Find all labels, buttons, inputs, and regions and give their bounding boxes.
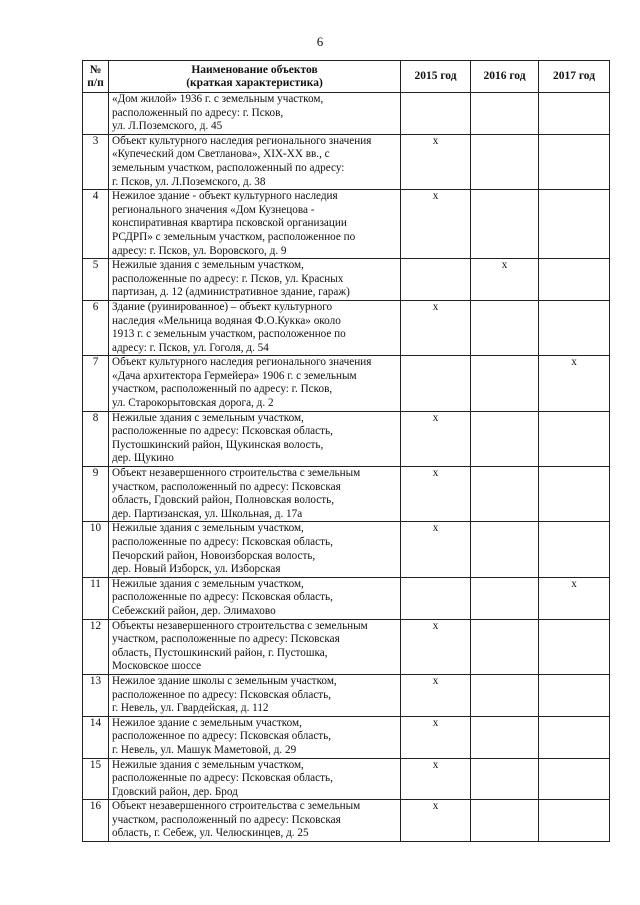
row-number: 3	[83, 134, 109, 189]
mark-2015: х	[401, 674, 471, 716]
row-number: 4	[83, 190, 109, 259]
mark-2015: х	[401, 467, 471, 522]
mark-2017	[539, 674, 610, 716]
header-object-name-line1: Наименование объектов	[191, 63, 318, 76]
description-line: Нежилые здания с земельным участком,	[112, 411, 304, 424]
description-line: Московское шоссе	[112, 660, 202, 673]
object-description	[109, 522, 401, 577]
description-line: участком, расположенный по адресу: Псковская	[112, 813, 341, 826]
description-line: Объект культурного наследия регионального значения	[112, 134, 372, 147]
row-number: 12	[83, 619, 109, 674]
mark-2017	[539, 190, 610, 259]
table-row	[83, 93, 610, 135]
description-line: Нежилые здания с земельным участком,	[112, 577, 304, 590]
object-description	[109, 134, 401, 189]
table-row	[83, 134, 610, 189]
mark-2015	[401, 93, 471, 135]
description-line: расположенное по адресу: Псковская область,	[112, 688, 332, 701]
mark-2017: х	[539, 577, 610, 619]
description-line: РСДРП» с земельным участком, расположенное по	[112, 230, 356, 243]
table-row	[83, 577, 610, 619]
table-row	[83, 800, 610, 842]
description-line: дер. Щукино	[112, 452, 174, 465]
row-number: 7	[83, 356, 109, 411]
object-description	[109, 93, 401, 135]
table-row	[83, 716, 610, 758]
description-line: Объекты незавершенного строительства с земельным	[112, 619, 368, 632]
objects-table	[82, 60, 610, 842]
mark-2017	[539, 467, 610, 522]
mark-2016	[471, 800, 539, 842]
description-line: область, г. Себеж, ул. Челюскинцев, д. 25	[112, 827, 309, 840]
description-line: Объект незавершенного строительства с земельным	[112, 467, 361, 480]
mark-2015: х	[401, 800, 471, 842]
mark-2016	[471, 716, 539, 758]
description-line: Нежилое здание с земельным участком,	[112, 716, 302, 729]
mark-2017	[539, 758, 610, 800]
row-number: 5	[83, 259, 109, 301]
row-number: 11	[83, 577, 109, 619]
description-line: ул. Л.Поземского, д. 45	[112, 120, 223, 133]
description-line: 1913 г. с земельным участком, расположенное по	[112, 328, 346, 341]
mark-2015: х	[401, 758, 471, 800]
mark-2016	[471, 300, 539, 355]
description-line: «Дача архитектора Гермейера» 1906 г. с земельным	[112, 369, 357, 382]
description-line: земельным участком, расположенный по адресу:	[112, 161, 345, 174]
description-line: Печорский район, Новоизборская волость,	[112, 549, 316, 562]
row-number: 8	[83, 411, 109, 466]
description-line: г. Псков, ул. Л.Поземского, д. 38	[112, 175, 266, 188]
object-description	[109, 716, 401, 758]
mark-2017	[539, 411, 610, 466]
header-object-name-line2: (краткая характеристика)	[186, 76, 323, 89]
description-line: Нежилое здание школы с земельным участком,	[112, 674, 337, 687]
description-line: Пустошкинский район, Щукинская волость,	[112, 438, 324, 451]
row-number: 14	[83, 716, 109, 758]
object-description	[109, 674, 401, 716]
description-line: Объект незавершенного строительства с земельным	[112, 800, 361, 813]
description-line: адресу: г. Псков, ул. Гоголя, д. 54	[112, 341, 269, 354]
page-number: 6	[316, 34, 324, 49]
row-number: 16	[83, 800, 109, 842]
mark-2016	[471, 522, 539, 577]
object-description	[109, 619, 401, 674]
table-row	[83, 259, 610, 301]
mark-2017	[539, 800, 610, 842]
mark-2016	[471, 190, 539, 259]
mark-2017	[539, 134, 610, 189]
description-line: расположенный по адресу: г. Псков,	[112, 106, 284, 119]
object-description	[109, 577, 401, 619]
description-line: Нежилые здания с земельным участком,	[112, 259, 304, 272]
description-line: Нежилое здание - объект культурного наследия	[112, 190, 338, 203]
mark-2015: х	[401, 411, 471, 466]
description-line: Себежский район, дер. Элимахово	[112, 604, 276, 617]
header-year-2017: 2017 год	[539, 61, 610, 93]
description-line: участком, расположенный по адресу: г. Псков,	[112, 383, 333, 396]
object-description	[109, 190, 401, 259]
header-year-2016: 2016 год	[471, 61, 539, 93]
object-description	[109, 467, 401, 522]
description-line: конспиративная квартира псковской организации	[112, 217, 347, 230]
table-row	[83, 619, 610, 674]
mark-2016	[471, 674, 539, 716]
mark-2017: х	[539, 356, 610, 411]
mark-2015: х	[401, 134, 471, 189]
mark-2015	[401, 259, 471, 301]
description-line: адресу: г. Псков, ул. Воровского, д. 9	[112, 244, 287, 257]
row-number	[83, 93, 109, 135]
description-line: г. Невель, ул. Машук Маметовой, д. 29	[112, 743, 297, 756]
description-line: область, Гдовский район, Полновская волость,	[112, 494, 335, 507]
object-description	[109, 411, 401, 466]
description-line: наследия «Мельница водяная Ф.О.Кукка» около	[112, 314, 341, 327]
description-line: Объект культурного наследия регионального значения	[112, 356, 372, 369]
mark-2017	[539, 300, 610, 355]
object-description	[109, 356, 401, 411]
table-row	[83, 467, 610, 522]
description-line: Здание (руинированное) – объект культурного	[112, 300, 333, 313]
mark-2016: х	[471, 259, 539, 301]
table-row	[83, 522, 610, 577]
mark-2016	[471, 93, 539, 135]
table-row	[83, 356, 610, 411]
description-line: дер. Партизанская, ул. Школьная, д. 17а	[112, 507, 303, 520]
mark-2017	[539, 716, 610, 758]
description-line: Нежилые здания с земельным участком,	[112, 522, 304, 535]
description-line: «Купеческий дом Светланова», XIX-XX вв., с	[112, 148, 330, 161]
mark-2015	[401, 356, 471, 411]
mark-2017	[539, 259, 610, 301]
row-number: 15	[83, 758, 109, 800]
mark-2016	[471, 619, 539, 674]
description-line: участком, расположенный по адресу: Псковская	[112, 480, 341, 493]
header-object-name	[109, 61, 401, 93]
object-description	[109, 259, 401, 301]
description-line: расположенные по адресу: Псковская область,	[112, 536, 333, 548]
table-row	[83, 411, 610, 466]
table-row	[83, 758, 610, 800]
object-description	[109, 300, 401, 355]
description-line: расположенное по адресу: Псковская область,	[112, 730, 332, 743]
description-line: Нежилые здания с земельным участком,	[112, 758, 304, 771]
description-line: расположенные по адресу: Псковская область,	[112, 772, 333, 785]
description-line: регионального значения «Дом Кузнецова -	[112, 203, 315, 216]
table-header-row	[83, 61, 610, 93]
mark-2016	[471, 134, 539, 189]
description-line: г. Невель, ул. Гвардейская, д. 112	[112, 702, 269, 715]
description-line: область, Пустошкинский район, г. Пустошка,	[112, 646, 328, 659]
description-line: расположенные по адресу: г. Псков, ул. Красных	[112, 272, 344, 285]
description-line: участком, расположенные по адресу: Псковская	[112, 633, 340, 646]
mark-2016	[471, 356, 539, 411]
mark-2015: х	[401, 522, 471, 577]
row-number: 9	[83, 467, 109, 522]
description-line: расположенные по адресу: Псковская область,	[112, 591, 333, 604]
table-row	[83, 190, 610, 259]
description-line: Гдовский район, дер. Брод	[112, 785, 238, 798]
table-row	[83, 300, 610, 355]
mark-2016	[471, 758, 539, 800]
row-number: 13	[83, 674, 109, 716]
mark-2016	[471, 411, 539, 466]
mark-2017	[539, 522, 610, 577]
mark-2015: х	[401, 716, 471, 758]
mark-2016	[471, 467, 539, 522]
header-number: № п/п	[83, 61, 109, 93]
description-line: партизан, д. 12 (административное здание, гараж)	[112, 286, 350, 299]
header-year-2015: 2015 год	[401, 61, 471, 93]
description-line: расположенные по адресу: Псковская область,	[112, 425, 333, 438]
object-description	[109, 800, 401, 842]
description-line: дер. Новый Изборск, ул. Изборская	[112, 563, 281, 576]
table-row	[83, 674, 610, 716]
mark-2015: х	[401, 190, 471, 259]
description-line: ул. Старокорытовская дорога, д. 2	[112, 397, 274, 410]
mark-2015: х	[401, 619, 471, 674]
mark-2017	[539, 93, 610, 135]
mark-2015	[401, 577, 471, 619]
description-line: «Дом жилой» 1936 г. с земельным участком,	[112, 93, 324, 105]
mark-2016	[471, 577, 539, 619]
row-number: 6	[83, 300, 109, 355]
row-number: 10	[83, 522, 109, 577]
mark-2017	[539, 619, 610, 674]
mark-2015: х	[401, 300, 471, 355]
table-body	[83, 93, 610, 842]
object-description	[109, 758, 401, 800]
